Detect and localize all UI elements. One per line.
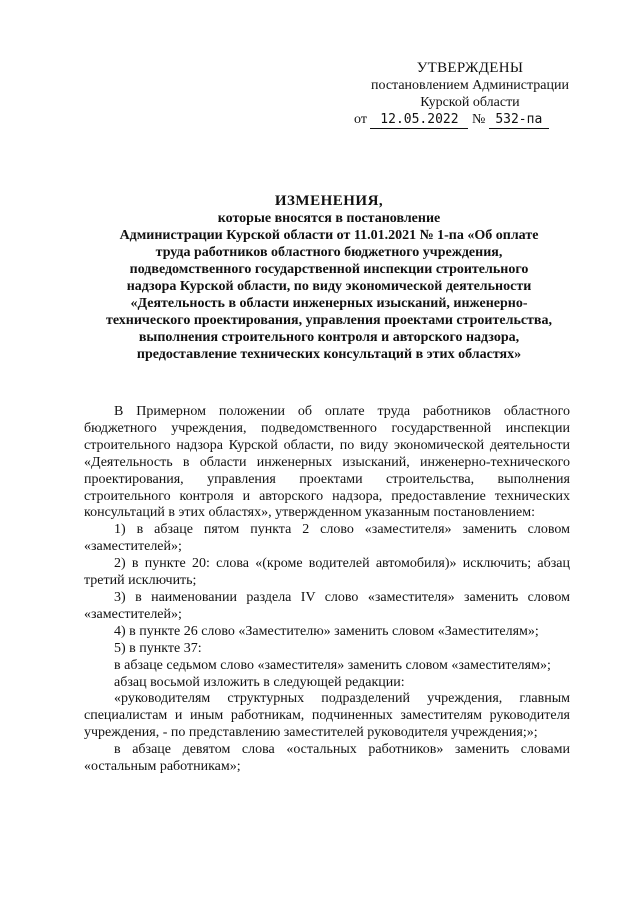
heading-line: подведомственного государственной инспекции строительного: [129, 262, 529, 277]
change-item-5: 5) в пункте 37:: [114, 640, 202, 656]
heading-line: технического проектирования, управления проектами строительства,: [105, 313, 552, 328]
change-item-5-a: в абзаце седьмом слово «заместителя» заменить словом «заместителям»;: [114, 657, 551, 673]
change-item-2: 2) в пункте 20: слова «(кроме водителей автомобиля)» исключить; абзац третий исключить;: [84, 556, 570, 589]
number-label: №: [471, 112, 486, 127]
heading-line: надзора Курской области, по виду экономической деятельности: [126, 279, 532, 294]
approval-number: 532-па: [489, 111, 549, 129]
change-item-5-c: «руководителям структурных подразделений учреждения, главным специалистам и иным работникам, подчиненных заместителям руководителя учреждения, - по представлению заместителей руководителя учреждения;»;: [84, 691, 570, 741]
heading-line: труда работников областного бюджетного учреждения,: [155, 245, 503, 260]
heading-line: предоставление технических консультаций в этих областях»: [136, 347, 522, 362]
approval-issuer: постановлением Администрации: [371, 78, 569, 93]
heading-line: которые вносятся в постановление: [217, 211, 441, 226]
change-item-4: 4) в пункте 26 слово «Заместителю» заменить словом «Заместителям»;: [114, 623, 539, 639]
heading-line: «Деятельность в области инженерных изысканий, инженерно-: [130, 296, 528, 311]
approval-region: Курской области: [420, 95, 520, 110]
heading-title: ИЗМЕНЕНИЯ,: [274, 193, 384, 209]
document-body: [84, 404, 570, 776]
heading-line: выполнения строительного контроля и авторского надзора,: [138, 330, 520, 345]
approval-block: [340, 60, 600, 129]
approval-date: 12.05.2022: [370, 111, 468, 129]
document-heading: [84, 193, 574, 363]
change-item-5-d: в абзаце девятом слова «остальных работников» заменить словами «остальным работникам»;: [84, 742, 570, 775]
change-item-1: 1) в абзаце пятом пункта 2 слово «заместителя» заменить словом «заместителей»;: [84, 522, 570, 555]
from-label: от: [354, 112, 367, 127]
approval-date-line: [340, 111, 600, 129]
heading-line: Администрации Курской области от 11.01.2021 № 1-па «Об оплате: [119, 228, 539, 243]
approval-title: УТВЕРЖДЕНЫ: [416, 60, 524, 76]
change-item-3: 3) в наименовании раздела IV слово «заместителя» заменить словом «заместителей»;: [84, 589, 570, 622]
change-item-5-b: абзац восьмой изложить в следующей редакции:: [114, 674, 405, 690]
intro-paragraph: В Примерном положении об оплате труда работников областного бюджетного учреждения, подведомственного государственной инспекции строительного надзора Курской области, по виду экономической деятельности «Деятельность в области инженерных изысканий, инженерно-технического проектирования, управления проектами строительства, выполнения строительного контроля и авторского надзора, предоставление технических консультаций в этих областях», утвержденном указанным постановлением:: [84, 404, 570, 521]
